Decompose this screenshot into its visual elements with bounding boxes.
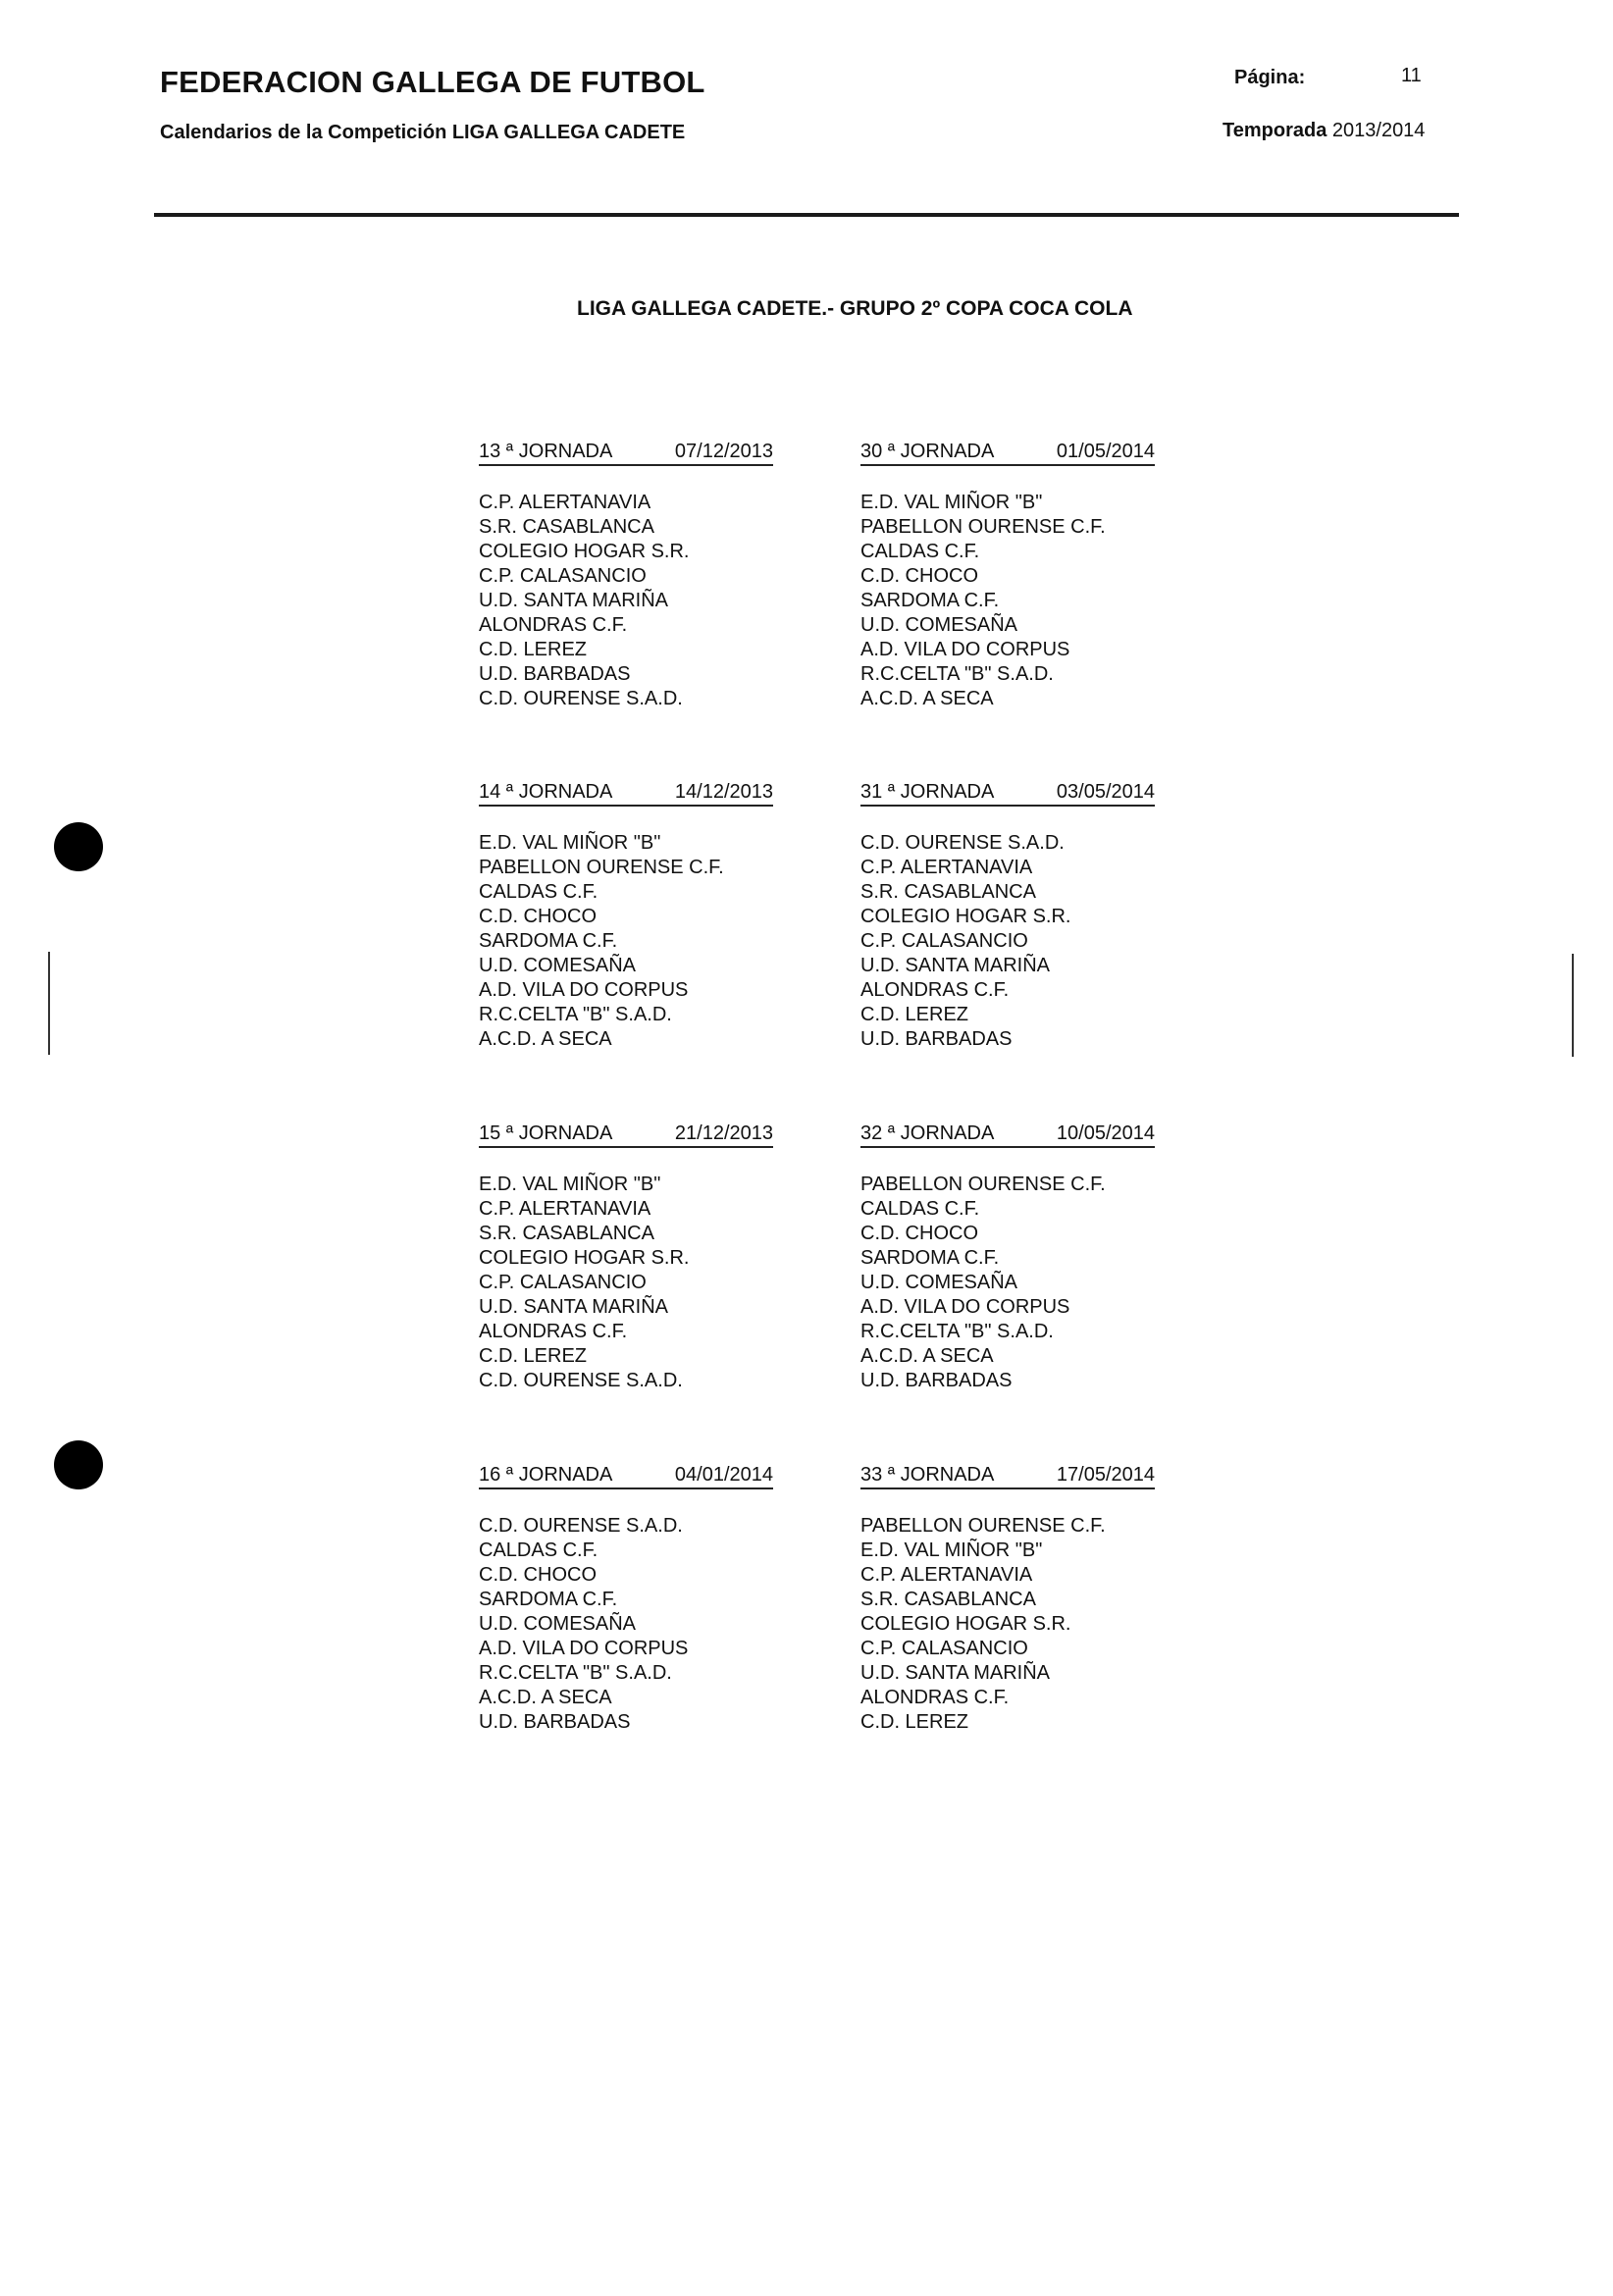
round-label: 14 ª JORNADA — [479, 781, 613, 803]
team-name: C.D. LEREZ — [860, 1004, 969, 1025]
team-name: U.D. COMESAÑA — [860, 614, 1018, 636]
team-name: C.D. OURENSE S.A.D. — [479, 1515, 683, 1537]
round-date: 01/05/2014 — [1056, 441, 1155, 462]
team-name: CALDAS C.F. — [860, 1198, 980, 1220]
team-name: E.D. VAL MIÑOR "B" — [860, 492, 1043, 513]
team-list — [479, 1173, 773, 1393]
group-title: LIGA GALLEGA CADETE.- GRUPO 2º COPA COCA COLA — [577, 297, 1133, 320]
team-name: E.D. VAL MIÑOR "B" — [479, 1174, 661, 1195]
team-name: A.C.D. A SECA — [860, 1345, 994, 1367]
team-name: C.D. CHOCO — [860, 1223, 978, 1244]
round-date: 21/12/2013 — [674, 1122, 773, 1144]
team-name: COLEGIO HOGAR S.R. — [479, 541, 690, 562]
punch-hole — [54, 1440, 103, 1489]
team-name: U.D. SANTA MARIÑA — [479, 1296, 668, 1318]
team-name: U.D. BARBADAS — [479, 1711, 631, 1733]
team-name: R.C.CELTA "B" S.A.D. — [479, 1004, 672, 1025]
round-block — [860, 1463, 1155, 1735]
season-label: Temporada — [1223, 120, 1327, 141]
team-name: ALONDRAS C.F. — [479, 614, 628, 636]
team-name: C.D. LEREZ — [479, 1345, 588, 1367]
team-name: S.R. CASABLANCA — [860, 1589, 1036, 1610]
round-block — [860, 440, 1155, 711]
team-name: COLEGIO HOGAR S.R. — [860, 906, 1071, 927]
team-name: C.P. ALERTANAVIA — [479, 492, 651, 513]
team-name: R.C.CELTA "B" S.A.D. — [860, 1321, 1054, 1342]
team-list — [479, 491, 773, 711]
team-name: COLEGIO HOGAR S.R. — [860, 1613, 1071, 1635]
team-name: CALDAS C.F. — [479, 1539, 598, 1561]
competition-subtitle: Calendarios de la Competición LIGA GALLEGA CADETE — [160, 122, 686, 143]
team-name: C.D. CHOCO — [479, 1564, 597, 1586]
scan-edge-mark — [1572, 954, 1574, 1057]
round-date: 10/05/2014 — [1056, 1122, 1155, 1144]
team-name: C.P. ALERTANAVIA — [860, 1564, 1033, 1586]
team-name: C.P. CALASANCIO — [479, 565, 647, 587]
team-name: ALONDRAS C.F. — [860, 1687, 1010, 1708]
round-date: 17/05/2014 — [1056, 1464, 1155, 1486]
team-name: A.C.D. A SECA — [479, 1028, 612, 1050]
team-name: C.D. CHOCO — [860, 565, 978, 587]
round-block — [479, 1463, 773, 1735]
round-header — [479, 440, 773, 466]
team-name: C.D. LEREZ — [860, 1711, 969, 1733]
punch-hole — [54, 822, 103, 871]
team-name: E.D. VAL MIÑOR "B" — [860, 1539, 1043, 1561]
team-list — [860, 1173, 1155, 1393]
round-block — [479, 1122, 773, 1393]
scan-edge-mark — [48, 952, 50, 1055]
team-name: A.D. VILA DO CORPUS — [860, 1296, 1070, 1318]
team-name: A.D. VILA DO CORPUS — [479, 1638, 689, 1659]
page-label: Página: — [1234, 67, 1306, 88]
team-name: C.P. CALASANCIO — [479, 1272, 647, 1293]
page-number: 11 — [1401, 65, 1422, 86]
round-date: 04/01/2014 — [674, 1464, 773, 1486]
team-name: SARDOMA C.F. — [860, 590, 1000, 611]
team-name: C.D. LEREZ — [479, 639, 588, 660]
round-header — [860, 1122, 1155, 1148]
team-name: CALDAS C.F. — [860, 541, 980, 562]
team-name: S.R. CASABLANCA — [860, 881, 1036, 903]
round-header — [479, 780, 773, 807]
team-name: U.D. COMESAÑA — [479, 1613, 637, 1635]
round-block — [860, 1122, 1155, 1393]
round-date: 14/12/2013 — [674, 781, 773, 803]
round-label: 31 ª JORNADA — [860, 781, 995, 803]
team-name: PABELLON OURENSE C.F. — [860, 1515, 1106, 1537]
round-header — [860, 1463, 1155, 1489]
team-list — [479, 831, 773, 1052]
team-name: A.C.D. A SECA — [860, 688, 994, 709]
header-divider — [154, 213, 1459, 217]
round-label: 15 ª JORNADA — [479, 1122, 613, 1144]
team-name: C.D. OURENSE S.A.D. — [479, 1370, 683, 1391]
team-list — [860, 1514, 1155, 1735]
team-name: SARDOMA C.F. — [479, 930, 618, 952]
team-name: A.D. VILA DO CORPUS — [860, 639, 1070, 660]
team-name: U.D. BARBADAS — [479, 663, 631, 685]
team-name: C.P. CALASANCIO — [860, 930, 1028, 952]
team-name: ALONDRAS C.F. — [479, 1321, 628, 1342]
team-name: SARDOMA C.F. — [479, 1589, 618, 1610]
round-header — [860, 440, 1155, 466]
team-list — [860, 491, 1155, 711]
team-name: U.D. COMESAÑA — [479, 955, 637, 976]
round-date: 07/12/2013 — [674, 441, 773, 462]
team-name: A.D. VILA DO CORPUS — [479, 979, 689, 1001]
team-name: C.P. CALASANCIO — [860, 1638, 1028, 1659]
team-name: C.D. CHOCO — [479, 906, 597, 927]
round-header — [860, 780, 1155, 807]
round-label: 33 ª JORNADA — [860, 1464, 995, 1486]
round-block — [479, 440, 773, 711]
team-name: R.C.CELTA "B" S.A.D. — [479, 1662, 672, 1684]
round-label: 16 ª JORNADA — [479, 1464, 613, 1486]
team-name: C.D. OURENSE S.A.D. — [479, 688, 683, 709]
team-name: C.P. ALERTANAVIA — [479, 1198, 651, 1220]
round-block — [479, 780, 773, 1052]
team-name: ALONDRAS C.F. — [860, 979, 1010, 1001]
team-name: R.C.CELTA "B" S.A.D. — [860, 663, 1054, 685]
team-name: CALDAS C.F. — [479, 881, 598, 903]
team-name: U.D. BARBADAS — [860, 1028, 1013, 1050]
round-block — [860, 780, 1155, 1052]
team-name: PABELLON OURENSE C.F. — [860, 1174, 1106, 1195]
team-name: S.R. CASABLANCA — [479, 516, 654, 538]
round-label: 32 ª JORNADA — [860, 1122, 995, 1144]
team-list — [860, 831, 1155, 1052]
team-name: U.D. SANTA MARIÑA — [479, 590, 668, 611]
team-name: C.P. ALERTANAVIA — [860, 857, 1033, 878]
round-header — [479, 1122, 773, 1148]
team-name: U.D. SANTA MARIÑA — [860, 955, 1050, 976]
round-label: 13 ª JORNADA — [479, 441, 613, 462]
round-label: 30 ª JORNADA — [860, 441, 995, 462]
team-name: PABELLON OURENSE C.F. — [860, 516, 1106, 538]
team-name: E.D. VAL MIÑOR "B" — [479, 832, 661, 854]
team-name: SARDOMA C.F. — [860, 1247, 1000, 1269]
season-value: 2013/2014 — [1331, 120, 1426, 141]
organization-title: FEDERACION GALLEGA DE FUTBOL — [160, 65, 705, 99]
team-name: S.R. CASABLANCA — [479, 1223, 654, 1244]
season — [1223, 120, 1425, 142]
team-list — [479, 1514, 773, 1735]
round-date: 03/05/2014 — [1056, 781, 1155, 803]
team-name: COLEGIO HOGAR S.R. — [479, 1247, 690, 1269]
team-name: U.D. BARBADAS — [860, 1370, 1013, 1391]
team-name: PABELLON OURENSE C.F. — [479, 857, 724, 878]
team-name: U.D. SANTA MARIÑA — [860, 1662, 1050, 1684]
round-header — [479, 1463, 773, 1489]
team-name: C.D. OURENSE S.A.D. — [860, 832, 1065, 854]
team-name: U.D. COMESAÑA — [860, 1272, 1018, 1293]
team-name: A.C.D. A SECA — [479, 1687, 612, 1708]
